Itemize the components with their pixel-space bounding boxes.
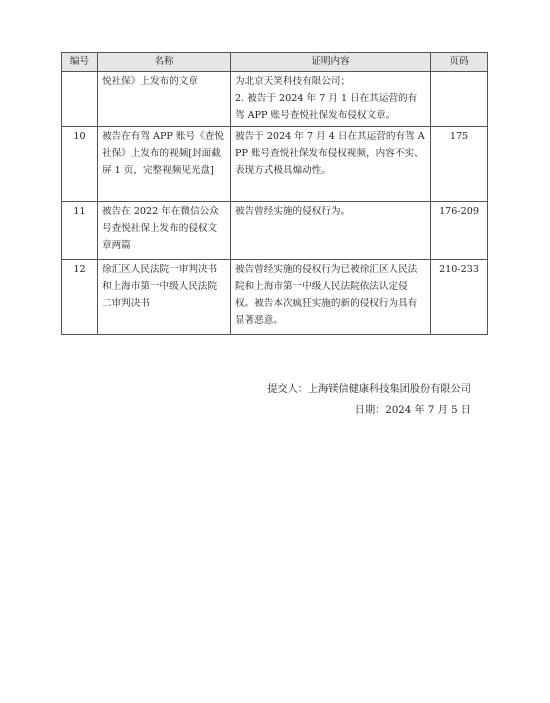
row-pages: 176-209	[431, 202, 488, 260]
date-line: 日期：2024 年 7 月 5 日	[354, 405, 471, 416]
submitter-line: 提交人：上海镁信健康科技集团股份有限公司	[267, 384, 471, 395]
row-name: 悦社保》上发布的文章	[98, 72, 231, 127]
row-num: 11	[62, 202, 98, 260]
row-num: 12	[62, 260, 98, 335]
table-row	[62, 260, 488, 335]
header-content: 证明内容	[231, 53, 431, 72]
row-num: 10	[62, 127, 98, 202]
row-content: 为北京天笑科技有限公司； 2. 被告于 2024 年 7 月 1 日在其运营的有驾 APP 账号查悦社保发布侵权文章。	[231, 72, 431, 127]
table-row	[62, 202, 488, 260]
table-row	[62, 72, 488, 127]
row-pages: 175	[431, 127, 488, 202]
table-header-row	[62, 53, 488, 72]
row-content: 被告于 2024 年 7 月 4 日在其运营的有驾 APP 账号查悦社保发布侵权视频，内容不实、表现方式极具煽动性。	[231, 127, 431, 202]
row-name: 被告在 2022 年在微信公众号查悦社保上发布的侵权文章两篇	[98, 202, 231, 260]
table-row	[62, 127, 488, 202]
header-num: 编号	[62, 53, 98, 72]
row-num	[62, 72, 98, 127]
row-name: 被告在有驾 APP 账号《查悦社保》上发布的视频[封面截屏 1 页，完整视频见光盘]	[98, 127, 231, 202]
evidence-table	[61, 52, 488, 335]
row-content: 被告曾经实施的侵权行为已被徐汇区人民法院和上海市第一中级人民法院依法认定侵权。被告本次疯狂实施的新的侵权行为具有显著恶意。	[231, 260, 431, 335]
header-pages: 页码	[431, 53, 488, 72]
row-pages	[431, 72, 488, 127]
row-name: 徐汇区人民法院一审判决书和上海市第一中级人民法院二审判决书	[98, 260, 231, 335]
row-pages: 210-233	[431, 260, 488, 335]
row-content: 被告曾经实施的侵权行为。	[231, 202, 431, 260]
header-name: 名称	[98, 53, 231, 72]
